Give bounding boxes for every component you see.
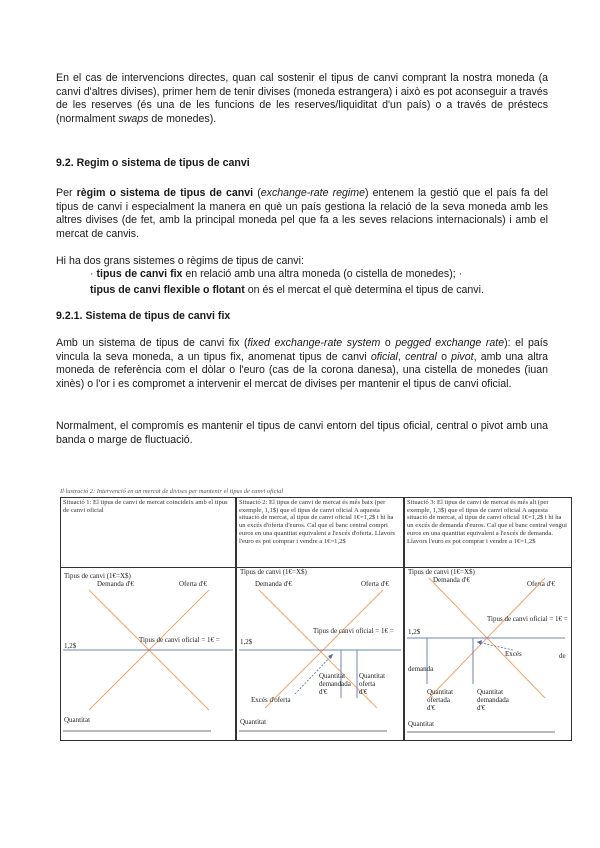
figure-caption: Il·lustració 2: Intervenció en un mercat de divises per mantenir el tipus de canvi oficial bbox=[60, 488, 284, 495]
demand-label: Demanda d'€ bbox=[255, 580, 292, 588]
intro-paragraph: En el cas de intervencions directes, quan cal sostenir el tipus de canvi comprant la nostra moneda (a canvi d'altres divises), primer hem de tenir divises (moneda estrangera) i això es pot aconseguir a través de les reserves (és una de les funcions de les reserves/liquiditat d'un país) o a través de préstecs (normalment swaps de monedes). bbox=[56, 72, 548, 125]
supply-label: Oferta d'€ bbox=[179, 580, 207, 588]
excess-demand-label: demanda bbox=[408, 665, 434, 673]
y-axis-label: Tipus de canvi (1€=X$) bbox=[240, 568, 307, 576]
rate-label: 1,2$ bbox=[240, 638, 253, 646]
excess-of-label: de bbox=[559, 652, 566, 660]
situation-1-graph bbox=[61, 498, 237, 742]
regime-definition-paragraph: Per règim o sistema de tipus de canvi (exchange-rate regime) entenem la gestió que el país fa del tipus de canvi i especialment la manera en què un país gestiona la relació de la seva moneda amb les altres divises (de fet, amb la principal moneda pel que fa a les seves relacions internacionals) i amb el mercat de canvis. bbox=[56, 187, 548, 240]
quantity-supplied-label: Quantitat oferta d'€ bbox=[359, 672, 386, 696]
excess-supply-label: Excés d'oferta bbox=[251, 696, 291, 704]
x-axis-label: Quantitat bbox=[240, 718, 267, 726]
excess-label: Excés bbox=[505, 650, 522, 658]
situation-2-panel bbox=[236, 497, 404, 741]
situation-2-graph bbox=[237, 498, 405, 742]
situation-3-graph bbox=[405, 498, 573, 742]
rate-label: 1,2$ bbox=[64, 642, 77, 650]
situation-2-text: Situació 2: El tipus de canvi de mercat és més baix (per exemple, 1,1$) que el tipus de canvi oficial A aquesta situació de mercat, al tipus de canvi oficial 1€=1,2$ i hi ha un excés d'oferta d'euros. Cal que el banc central compri euros en una quantitat equivalent a l'excés d'oferta. Llavors l'euro es pot comprar i vendre a 1€=1,2$ bbox=[239, 499, 395, 545]
supply-label: Oferta d'€ bbox=[527, 580, 555, 588]
x-axis-label: Quantitat bbox=[64, 716, 91, 724]
intervention-figure bbox=[60, 488, 572, 743]
x-axis-label: Quantitat bbox=[408, 720, 435, 728]
y-axis-label: Tipus de canvi (1€=X$) bbox=[408, 568, 475, 576]
regime-list-item-fixed: · tipus de canvi fix en relació amb una altra moneda (o cistella de monedes); · bbox=[90, 268, 463, 280]
official-rate-label: Tipus de canvi oficial = 1€ = bbox=[487, 615, 568, 623]
section-9-2-heading: 9.2. Regim o sistema de tipus de canvi bbox=[56, 157, 250, 169]
quantity-demanded-label: Quantitat demandada d'€ bbox=[319, 672, 351, 696]
demand-label: Demanda d'€ bbox=[97, 580, 134, 588]
quantity-demanded-label: Quantitat demandada d'€ bbox=[477, 688, 509, 712]
y-axis-label: Tipus de canvi (1€=X$) bbox=[64, 572, 131, 580]
fluctuation-band-paragraph: Normalment, el compromís es mantenir el tipus de canvi entorn del tipus oficial, central o pivot amb una banda o marge de fluctuació. bbox=[56, 420, 548, 446]
demand-label: Demanda d'€ bbox=[433, 576, 470, 584]
official-rate-label: Tipus de canvi oficial = 1€ = bbox=[313, 627, 394, 635]
fixed-system-paragraph: Amb un sistema de tipus de canvi fix (fixed exchange-rate system o pegged exchange rate): el país vincula la seva moneda, a un tipus fix, anomenat tipus de canvi oficial, central o pivot, amb una altra moneda de referència com el dòlar o l'euro (cas de la corona danesa), una cistella de monedes (iuan xinès) o l'or i es compromet a intervenir el mercat de divises per mantenir el tipus de canvi oficial. bbox=[56, 337, 548, 390]
two-regimes-intro: Hi ha dos grans sistemes o règims de tipus de canvi: bbox=[56, 255, 304, 267]
rate-label: 1,2$ bbox=[408, 628, 421, 636]
quantity-supplied-label: Quantitat ofertada d'€ bbox=[427, 688, 454, 712]
supply-label: Oferta d'€ bbox=[361, 580, 389, 588]
situation-3-panel bbox=[404, 497, 572, 741]
regime-list-item-flexible: tipus de canvi flexible o flotant on és el mercat el què determina el tipus de canvi. bbox=[90, 284, 484, 296]
situation-3-text: Situació 3: El tipus de canvi de mercat és més alt (per exemple, 1,3$) que el tipus de canvi oficial A aquesta situació de mercat, al tipus de canvi oficial 1€=1,2$ i hi ha un excés de demanda d'euros. Cal que el banc central vengui euros en una quantitat equivalent a l'excés de demanda. Llavors l'euro es pot comprar i vendre a 1€=1,2$ bbox=[407, 499, 567, 545]
situation-1-panel bbox=[60, 497, 236, 741]
situation-1-title: Situació 1: El tipus de canvi de mercat coincideix amb el tipus de canvi oficial bbox=[63, 499, 228, 514]
section-9-2-1-heading: 9.2.1. Sistema de tipus de canvi fix bbox=[56, 310, 231, 322]
official-rate-label: Tipus de canvi oficial = 1€ = bbox=[139, 636, 220, 644]
